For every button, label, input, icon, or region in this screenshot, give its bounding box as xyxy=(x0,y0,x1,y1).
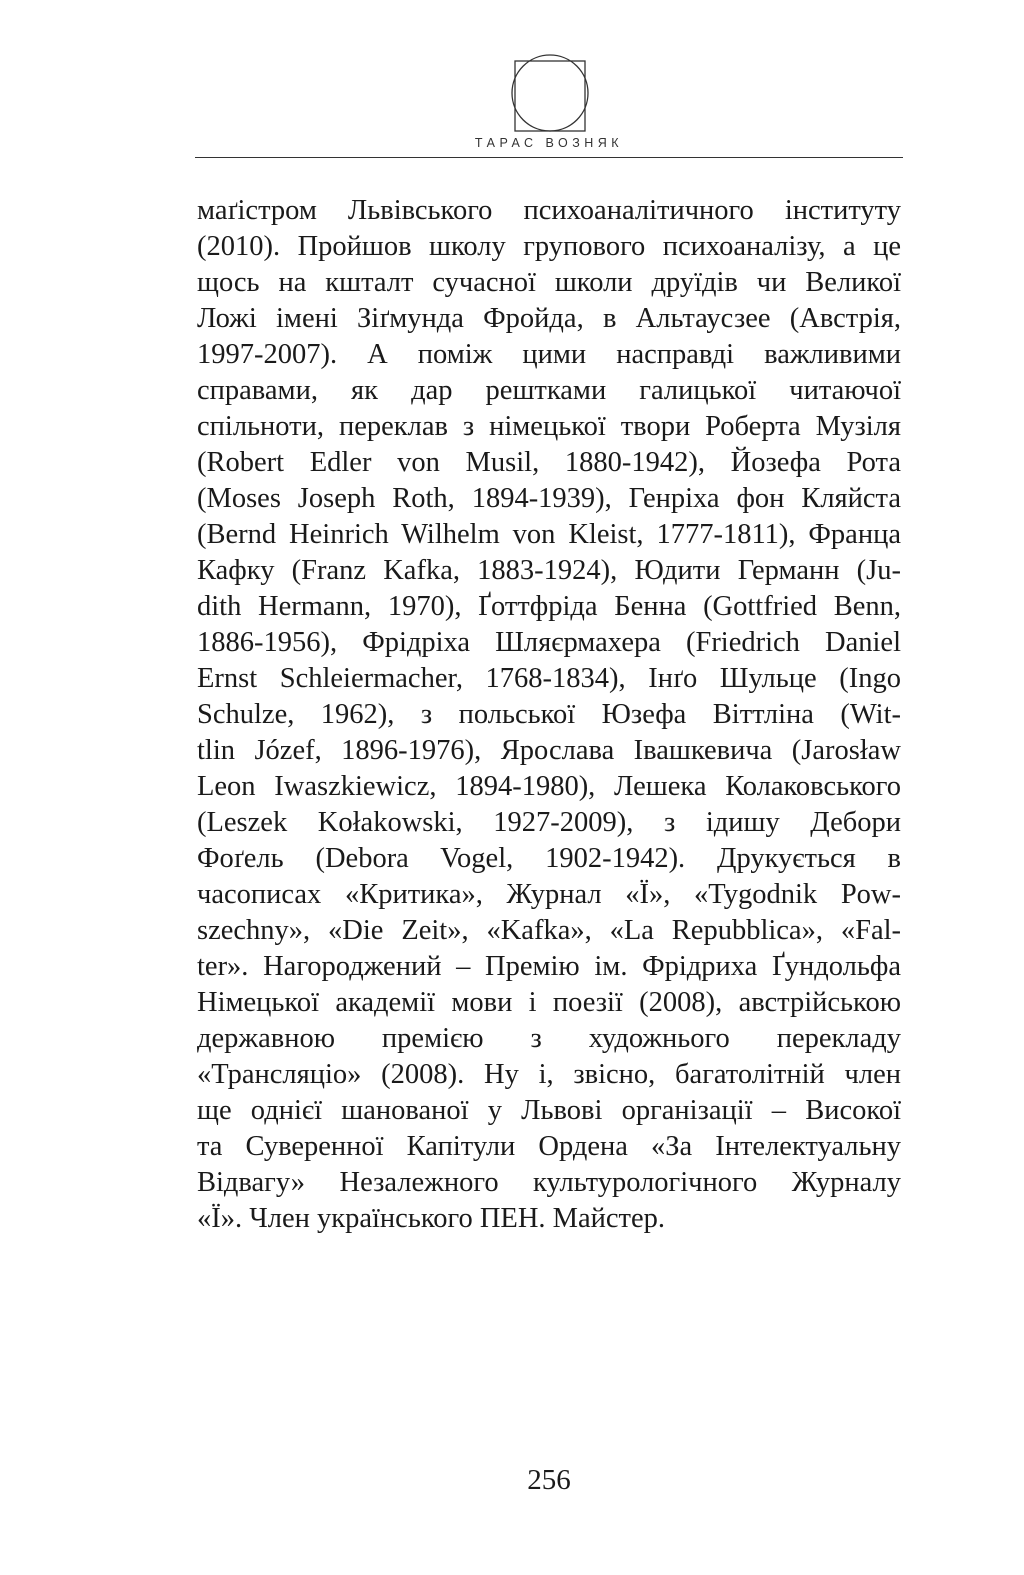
text-line: спільноти, переклав з німецької твори Роберта Музіля xyxy=(197,411,901,442)
text-line: справами, як дар рештками галицької читаючої xyxy=(197,375,901,406)
text-line: ter». Нагороджений – Премію ім. Фрідриха Ґундольфа xyxy=(197,951,901,982)
text-line: державною премією з художнього перекладу xyxy=(197,1023,901,1054)
text-line: щось на кшталт сучасної школи друїдів чи Великої xyxy=(197,267,901,298)
header-rule xyxy=(195,157,903,158)
text-line: Кафку (Franz Kafka, 1883-1924), Юдити Германн (Ju- xyxy=(197,555,901,586)
text-line: (2010). Пройшов школу групового психоаналізу, а це xyxy=(197,231,901,262)
text-line: (Moses Joseph Roth, 1894-1939), Генріха фон Кляйста xyxy=(197,483,901,514)
text-line: Schulze, 1962), з польської Юзефа Віттліна (Wit- xyxy=(197,699,901,730)
text-line: tlin Józef, 1896-1976), Ярослава Івашкевича (Jarosław xyxy=(197,735,901,766)
text-line: 1997-2007). А поміж цими насправді важливими xyxy=(197,339,901,370)
text-line: «Трансляціо» (2008). Ну і, звісно, багатолітній член xyxy=(197,1059,901,1090)
text-line: «Ї». Член українського ПЕН. Майстер. xyxy=(197,1203,666,1234)
page-number: 256 xyxy=(527,1464,571,1496)
text-line: маґістром Львівського психоаналітичного інституту xyxy=(197,195,901,226)
text-line: Ernst Schleiermacher, 1768-1834), Інґо Шульце (Ingo xyxy=(197,663,901,694)
text-line: Leon Iwaszkiewicz, 1894-1980), Лешека Колаковського xyxy=(197,771,901,802)
text-line: та Суверенної Капітули Ордена «За Інтелектуальну xyxy=(197,1131,901,1162)
text-line: ще однієї шанованої у Львові організації – Високої xyxy=(197,1095,901,1126)
text-line: szechny», «Die Zeit», «Kafka», «La Repubblica», «Fal- xyxy=(197,915,901,946)
text-line: 1886-1956), Фрідріха Шляєрмахера (Friedrich Daniel xyxy=(197,627,901,658)
text-line: (Robert Edler von Musil, 1880-1942), Йозефа Рота xyxy=(197,447,901,478)
text-line: (Bernd Heinrich Wilhelm von Kleist, 1777-1811), Франца xyxy=(197,519,901,550)
publisher-logo-icon xyxy=(505,48,595,138)
text-line: часописах «Критика», Журнал «Ї», «Tygodnik Pow- xyxy=(197,879,901,910)
text-line: (Leszek Kołakowski, 1927-2009), з ідишу Дебори xyxy=(197,807,901,838)
text-line: Відвагу» Незалежного культурологічного Журналу xyxy=(197,1167,901,1198)
text-line: Ложі імені Зіґмунда Фройда, в Альтаусзее (Австрія, xyxy=(197,303,901,334)
body-text xyxy=(197,193,901,1237)
text-line: dith Hermann, 1970), Ґоттфріда Бенна (Gottfried Benn, xyxy=(197,591,901,622)
text-line: Німецької академії мови і поезії (2008), австрійською xyxy=(197,987,901,1018)
running-head: ТАРАС ВОЗНЯК xyxy=(474,136,624,150)
text-line: Фоґель (Debora Vogel, 1902-1942). Друкується в xyxy=(197,843,901,874)
